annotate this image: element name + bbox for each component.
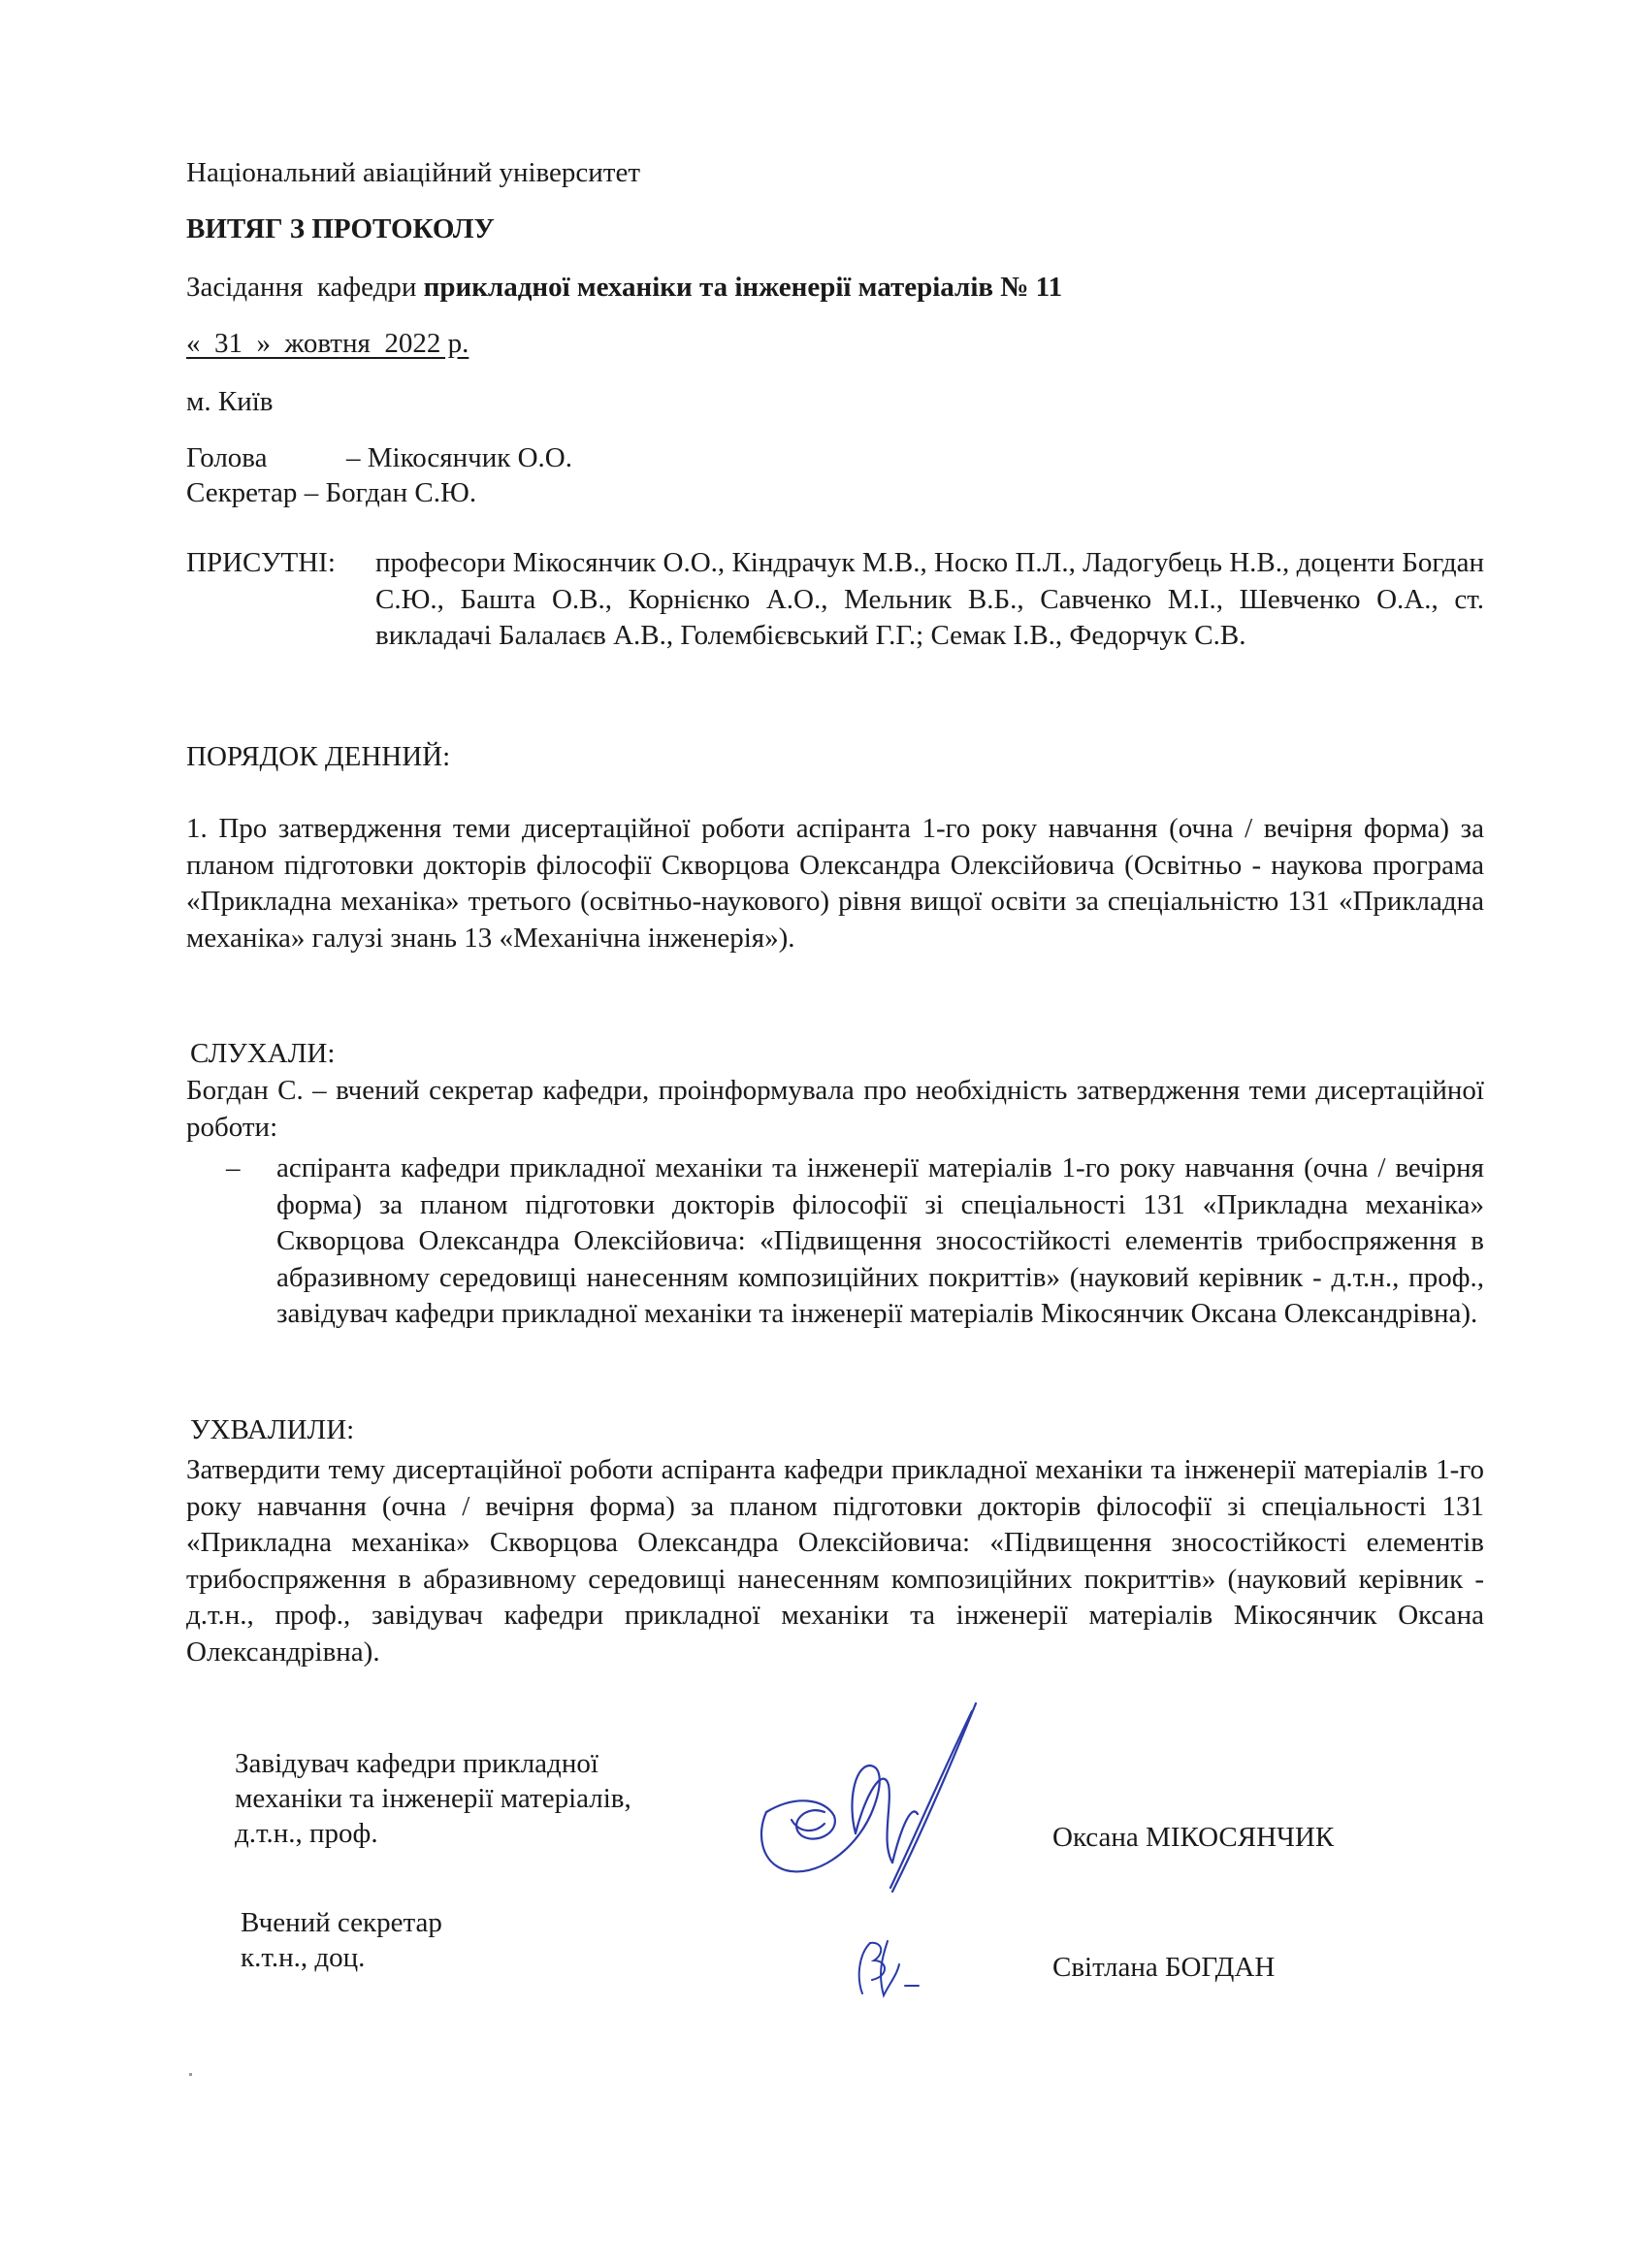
- attendees-list: професори Мікосянчик О.О., Кіндрачук М.В., Носко П.Л., Ладогубець Н.В., доценти Богдан С.Ю., Башта О.В., Корнієнко А.О., Мельник В.Б., Савченко М.І., Шевченко О.А., ст. викладачі Балалаєв А.В., Голембієвський Г.Г.; Семак І.В., Федорчук С.В.: [375, 547, 1484, 651]
- attendees-label: ПРИСУТНІ:: [186, 547, 336, 578]
- handwritten-initials-icon: [849, 1935, 936, 2003]
- resolved-heading: УХВАЛИЛИ:: [190, 1414, 355, 1445]
- chair-label: Голова: [186, 442, 268, 473]
- heard-bullet-item: аспіранта кафедри прикладної механіки та інженерії матеріалів 1-го року навчання (очна / вечірня форма) за планом підготовки докторів філософії зі спеціальності 131 «Прикладна механіка» Скворцова Олександра Олексійовича: «Підвищення зносостійкості елементів трибоспряження в абразивному середовищі нанесенням композиційних покриттів» (науковий керівник - д.т.н., проф., завідувач кафедри прикладної механіки та інженерії матеріалів Мікосянчик Оксана Олександрівна).: [276, 1152, 1484, 1329]
- meeting-department: прикладної механіки та інженерії матеріалів № 11: [423, 272, 1063, 303]
- agenda-item: 1. Про затвердження теми дисертаційної роботи аспіранта 1-го року навчання (очна / вечірня форма) за планом підготовки докторів філософії Скворцова Олександра Олексійовича (Освітньо - наукова програма «Прикладна механіка» третього (освітньо-наукового) рівня вищої освіти за спеціальністю 131 «Прикладна механіка» галузі знань 13 «Механічна інженерія»).: [186, 813, 1484, 954]
- scan-speck: [189, 2073, 192, 2076]
- signatory-2-position: [241, 1905, 442, 1975]
- document-title: ВИТЯГ З ПРОТОКОЛУ: [186, 213, 495, 244]
- chair-name: – Мікосянчик О.О.: [346, 442, 572, 473]
- signatory-2-name: Світлана БОГДАН: [1052, 1952, 1276, 1983]
- secretary-name: – Богдан С.Ю.: [304, 477, 477, 508]
- signatory-2-position-line: к.т.н., доц.: [241, 1942, 366, 1973]
- meeting-date: « 31 » жовтня 2022 р.: [186, 328, 469, 359]
- chair-line: [186, 440, 572, 475]
- meeting-prefix: Засідання кафедри: [186, 272, 424, 303]
- signatory-1-position-line: д.т.н., проф.: [235, 1818, 378, 1849]
- bullet-marker: –: [226, 1152, 241, 1183]
- resolved-text: Затвердити тему дисертаційної роботи аспіранта кафедри прикладної механіки та інженерії матеріалів 1-го року навчання (очна / вечірня форма) за планом підготовки докторів філософії зі спеціальності 131 «Прикладна механіка» Скворцова Олександра Олексійовича: «Підвищення зносостійкості елементів трибоспряження в абразивному середовищі нанесенням композиційних покриттів» (науковий керівник - д.т.н., проф., завідувач кафедри прикладної механіки та інженерії матеріалів Мікосянчик Оксана Олександрівна).: [186, 1454, 1484, 1668]
- signatory-1-position-line: Завідувач кафедри прикладної: [235, 1748, 598, 1779]
- signatory-1-name: Оксана МІКОСЯНЧИК: [1052, 1822, 1335, 1853]
- meeting-line: [186, 270, 1062, 305]
- secretary-label: Секретар: [186, 477, 298, 508]
- agenda-heading: ПОРЯДОК ДЕННИЙ:: [186, 741, 451, 772]
- city: м. Київ: [186, 386, 274, 417]
- handwritten-signature-icon: [747, 1698, 999, 1901]
- institution-name: Національний авіаційний університет: [186, 157, 641, 188]
- signatory-2-position-line: Вчений секретар: [241, 1907, 442, 1938]
- heard-text: Богдан С. – вчений секретар кафедри, проінформувала про необхідність затвердження теми дисертаційної роботи:: [186, 1075, 1484, 1143]
- secretary-line: [186, 475, 476, 510]
- signatory-1-position-line: механіки та інженерії матеріалів,: [235, 1783, 631, 1814]
- heard-heading: СЛУХАЛИ:: [190, 1038, 336, 1069]
- signatory-1-position: [235, 1746, 631, 1851]
